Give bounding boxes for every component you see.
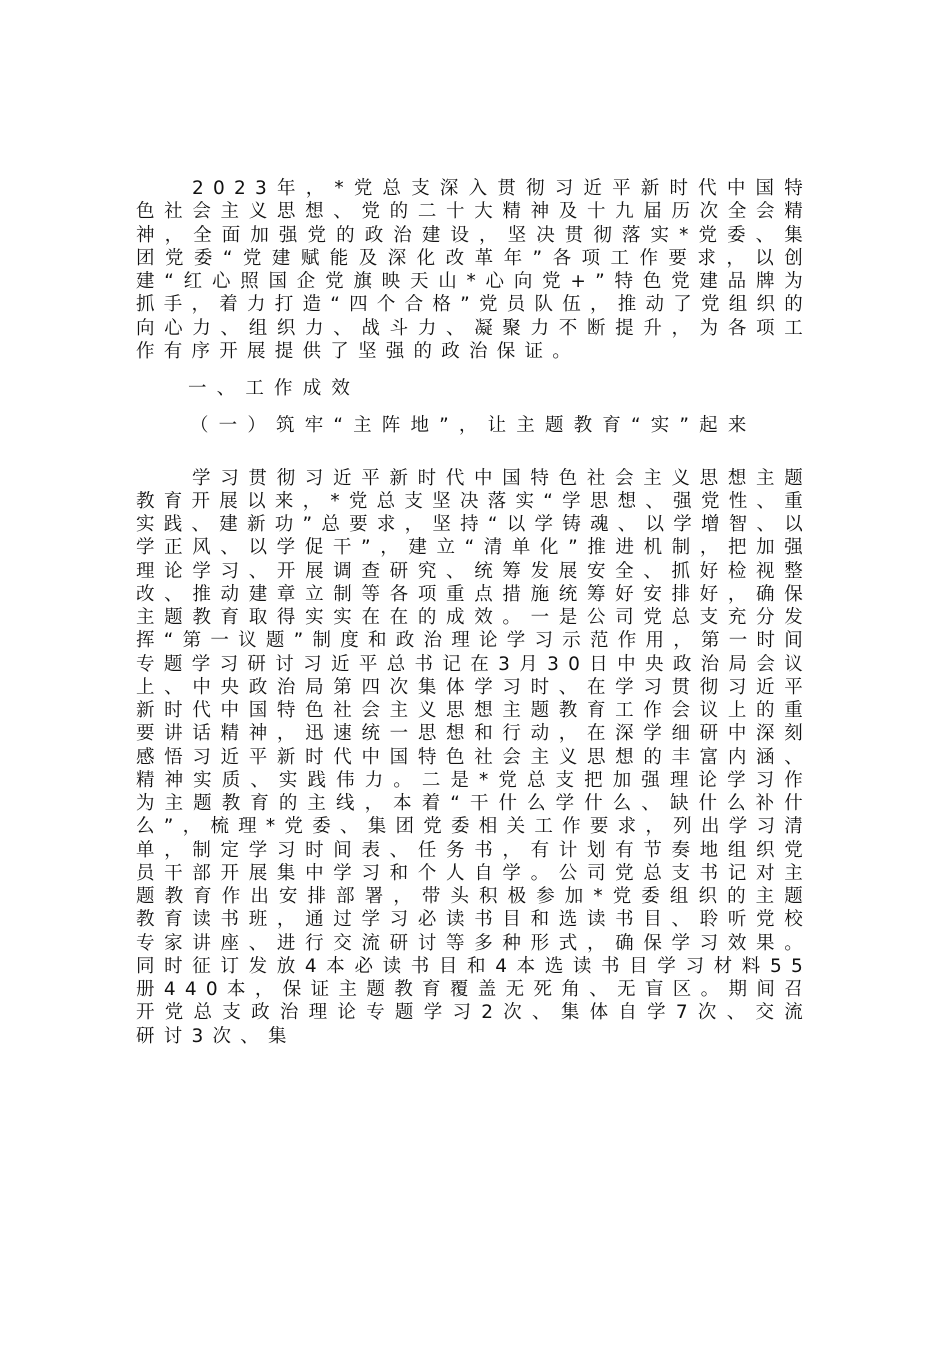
- subsection-heading: （一）筑牢“主阵地”，让主题教育“实”起来: [190, 415, 757, 437]
- section-heading: 一、工作成效: [188, 378, 361, 399]
- body-paragraph: 学习贯彻习近平新时代中国特色社会主义思想主题教育开展以来，*党总支坚决落实“学思想、强党性、重实践、建新功”总要求，坚持“以学铸魂、以学增智、以学正风、以学促干”，建立“清单化”推进机制，把加强理论学习、开展调查研究、统筹发展安全、抓好检视整改、推动建章立制等各项重点措施统筹好安排好，确保主题教育取得实实在在的成效。一是公司党总支充分发挥“第一议题”制度和政治理论学习示范作用，第一时间专题学习研讨习近平总书记在3月30日中央政治局会议上、中央政治局第四次集体学习时、在学习贯彻习近平新时代中国特色社会主义思想主题教育工作会议上的重要讲话精神，迅速统一思想和行动，在深学细研中深刻感悟习近平新时代中国特色社会主义思想的丰富内涵、精神实质、实践伟力。二是*党总支把加强理论学习作为主题教育的主线，本着“干什么学什么、缺什么补什么”，梳理*党委、集团党委相关工作要求，列出学习清单，制定学习时间表、任务书，有计划有节奏地组织党员干部开展集中学习和个人自学。公司党总支书记对主题教育作出安排部署，带头积极参加*党委组织的主题教育读书班，通过学习必读书目和选读书目、聆听党校专家讲座、进行交流研讨等多种形式，确保学习效果。同时征订发放4本必读书目和4本选读书目学习材料55册440本，保证主题教育覆盖无死角、无盲区。期间召开党总支政治理论专题学习2次、集体自学7次、交流研讨3次、集: [136, 467, 812, 1047]
- intro-paragraph: 2023年，*党总支深入贯彻习近平新时代中国特色社会主义思想、党的二十大精神及十九届历次全会精神，全面加强党的政治建设，坚决贯彻落实*党委、集团党委“党建赋能及深化改革年”各项工作要求，以创建“红心照国企党旗映天山*心向党+”特色党建品牌为抓手，着力打造“四个合格”党员队伍，推动了党组织的向心力、组织力、战斗力、凝聚力不断提升，为各项工作有序开展提供了坚强的政治保证。: [136, 178, 812, 362]
- document-body: [136, 177, 812, 1048]
